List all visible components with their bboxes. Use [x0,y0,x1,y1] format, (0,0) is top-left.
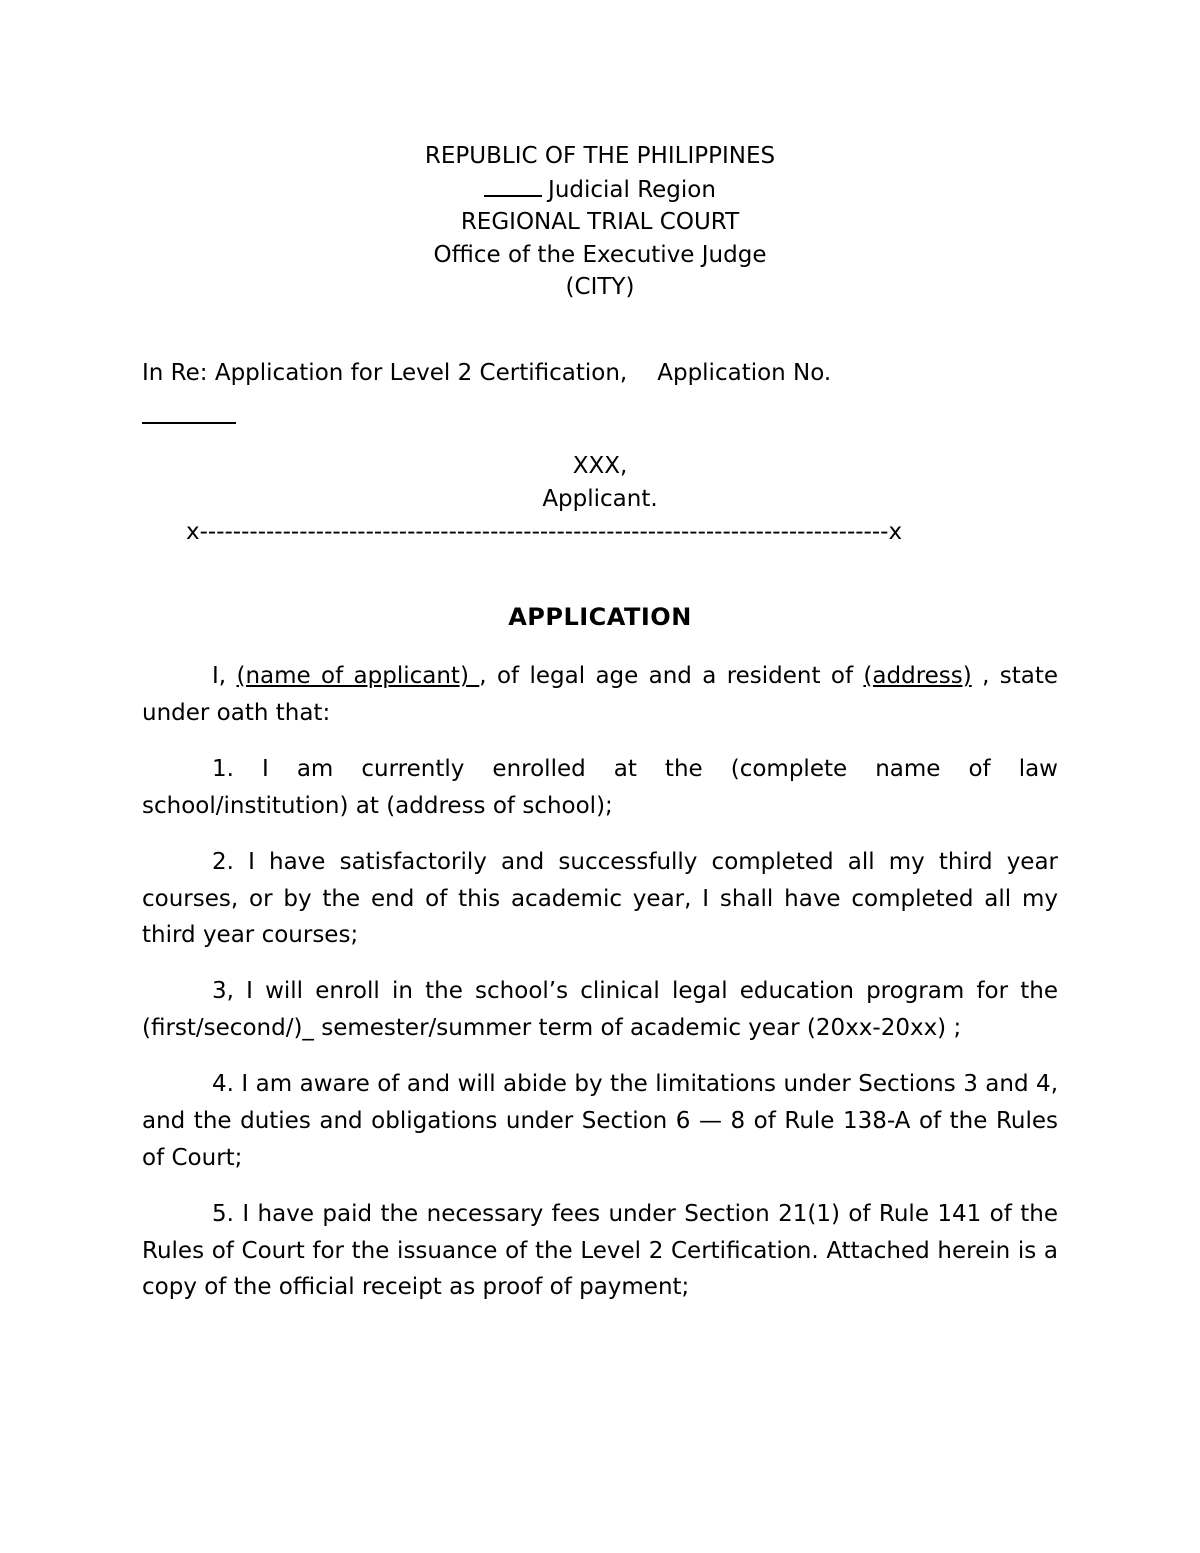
document-body [142,658,1058,1326]
applicant-name-field: (name of applicant) [236,663,480,689]
paragraph-4: 4. I am aware of and will abide by the limitations under Sections 3 and 4, and the duties and obligations under Section 6 — 8 of Rule 138-A of the Rules of Court; [142,1071,1058,1171]
paragraph-3: 3, I will enroll in the school’s clinical legal education program for the (first/second/)_ semester/summer term of academic year (20xx-20xx) ; [142,978,1058,1042]
application-number-label: Application No. [657,360,832,386]
applicant-label: Applicant. [542,486,658,512]
paragraph-2: 2. I have satisfactorily and successfully completed all my third year courses, or by the end of this academic year, I shall have completed all my third year courses; [142,848,1058,949]
document-title: APPLICATION [508,603,692,631]
in-re-text: In Re: Application for Level 2 Certification, [142,360,628,386]
header-judicial-region: Judicial Region [0,173,1200,207]
caption-separator: x-----------------------------------------------------------------------------------x [186,519,903,545]
intro-paragraph: I, (name of applicant) , of legal age and a resident of (address) , state under oath that: [142,663,1059,726]
header-city: (CITY) [565,274,635,300]
paragraph-5: 5. I have paid the necessary fees under Section 21(1) of Rule 141 of the Rules of Court for the issuance of the Level 2 Certification. Attached herein is a copy of the official receipt as proof of payment; [142,1200,1058,1301]
region-blank [484,173,542,197]
applicant-block [0,450,1200,516]
address-field: (address) [863,663,972,689]
application-number-blank [142,422,236,424]
header-republic: REPUBLIC OF THE PHILIPPINES [424,143,776,169]
case-caption [142,357,1062,389]
paragraph-1: 1. I am currently enrolled at the (complete name of law school/institution) at (address of school); [142,755,1058,819]
header-office: Office of the Executive Judge [433,241,767,268]
court-header [0,140,1200,304]
header-court: REGIONAL TRIAL COURT [460,209,740,235]
applicant-name: XXX, [572,453,628,479]
